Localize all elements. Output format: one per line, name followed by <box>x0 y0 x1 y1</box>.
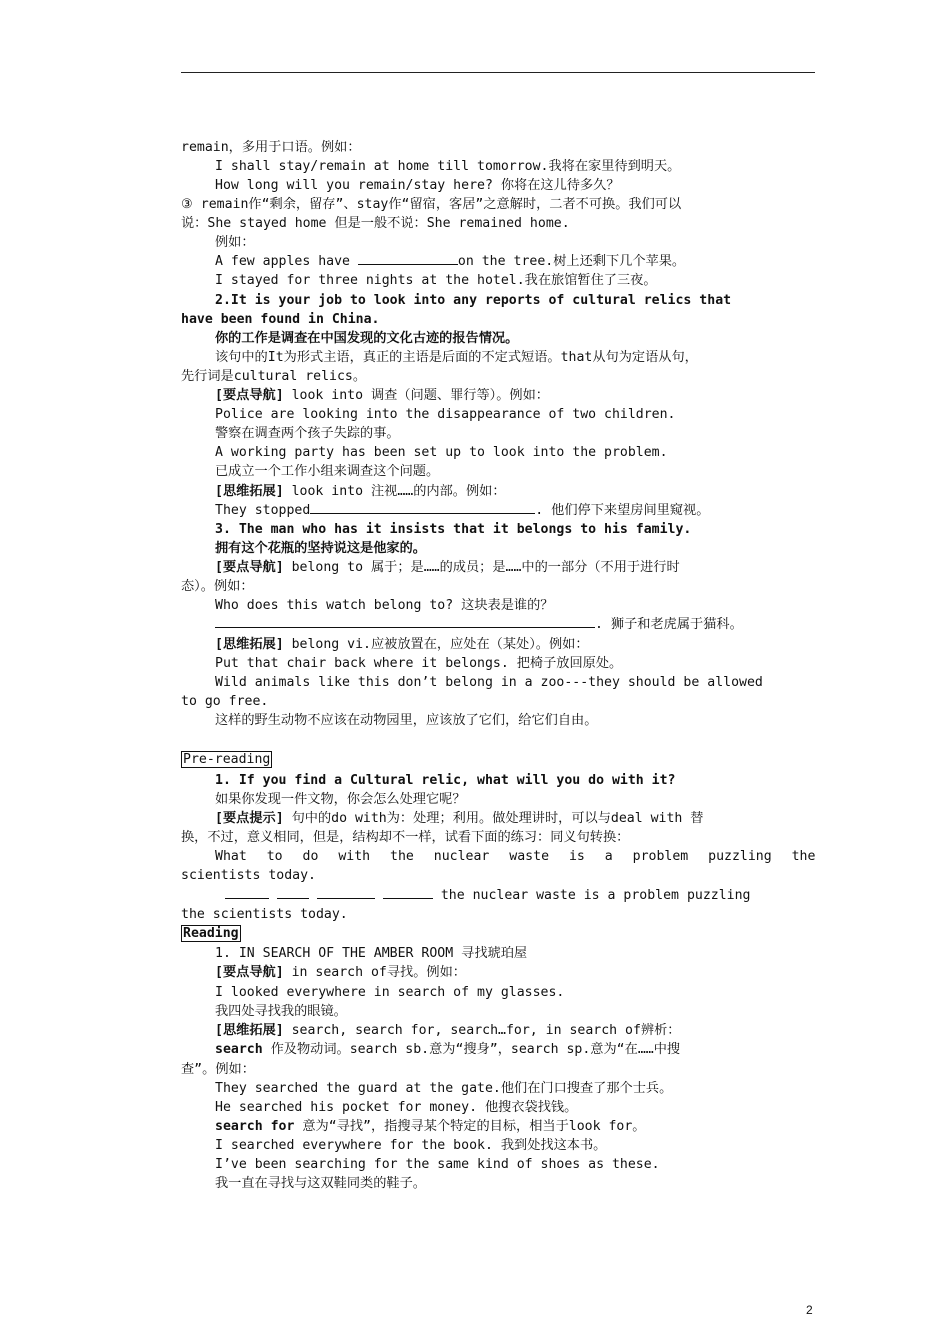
label: search for <box>215 1119 295 1134</box>
answer-blank <box>317 886 375 899</box>
sentence-heading: 1. IN SEARCH OF THE AMBER ROOM 寻找琥珀屋 <box>215 946 528 961</box>
answer-blank <box>358 252 458 265</box>
example-line: A working party has been set up to look into the problem. <box>215 445 668 460</box>
example-line: 警察在调查两个孩子失踪的事。 <box>215 426 400 441</box>
blank-suffix: . 狮子和老虎属于猫科。 <box>595 617 743 632</box>
text-line: 换，不过，意义相同，但是，结构却不一样，试看下面的练习：同义句转换： <box>181 830 630 845</box>
section-title-reading <box>181 924 815 943</box>
key-point-line <box>215 482 815 501</box>
text-line: 态）。例如： <box>181 579 254 594</box>
section-title-pre-reading <box>181 750 815 769</box>
page-number: 2 <box>806 1303 813 1317</box>
example-line: Put that chair back where it belongs. 把椅子放回原处。 <box>215 656 623 671</box>
key-point-line <box>215 1040 815 1059</box>
text-line: 例如： <box>215 235 255 250</box>
label: search <box>215 1042 263 1057</box>
label: [思维拓展] <box>215 1023 284 1038</box>
key-point-line <box>215 386 815 405</box>
label: [思维拓展] <box>215 637 284 652</box>
answer-blank <box>310 501 535 514</box>
label: [要点导航] <box>215 560 284 575</box>
text-line: scientists today. <box>181 868 316 883</box>
example-line: I searched everywhere for the book. 我到处找这本书。 <box>215 1138 607 1153</box>
example-line: What to do with the nuclear waste is a problem puzzling the <box>215 849 815 864</box>
sentence-heading: have been found in China. <box>181 312 380 327</box>
example-line: They searched the guard at the gate.他们在门口搜查了那个士兵。 <box>215 1081 673 1096</box>
label: [要点提示] <box>215 811 284 826</box>
label-text: belong to 属于；是……的成员；是……中的一部分（不用于进行时 <box>283 560 680 575</box>
example-line: 这样的野生动物不应该在动物园里，应该放了它们，给它们自由。 <box>215 713 598 728</box>
example-line: I shall stay/remain at home till tomorrow.我将在家里待到明天。 <box>215 159 681 174</box>
text-line: to go free. <box>181 694 269 709</box>
sentence-heading: 1. If you find a Cultural relic, what will you do with it? <box>215 773 676 788</box>
key-point-line <box>215 963 815 982</box>
label: [要点导航] <box>215 388 284 403</box>
text-line: remain，多用于口语。例如： <box>181 140 361 155</box>
example-line: I’ve been searching for the same kind of shoes as these. <box>215 1157 660 1172</box>
key-point-line <box>215 635 815 654</box>
answer-blank <box>383 886 433 899</box>
example-line: He searched his pocket for money. 他搜衣袋找钱。 <box>215 1100 578 1115</box>
text-line: the scientists today. <box>181 907 348 922</box>
label-text: 作及物动词。search sb.意为“搜身”，search sp.意为“在……中搜 <box>262 1042 681 1057</box>
sentence-translation: 如果你发现一件文物，你会怎么处理它呢？ <box>215 792 466 807</box>
section-box: Reading <box>183 926 239 941</box>
text-line: ③ remain作“剩余，留存”、stay作“留宿，客居”之意解时，二者不可换。我们可以 <box>181 197 682 212</box>
label-text: belong vi.应被放置在，应处在（某处）。例如： <box>283 637 589 652</box>
example-line: I stayed for three nights at the hotel.我在旅馆暂住了三夜。 <box>215 273 657 288</box>
blank-prefix: A few apples have <box>215 254 358 269</box>
fill-blank-line <box>215 252 815 271</box>
text-line: 该句中的It为形式主语，真正的主语是后面的不定式短语。that从句为定语从句， <box>215 350 698 365</box>
header-rule <box>181 72 815 73</box>
key-point-line <box>215 558 815 577</box>
label-text: 句中的do with为：处理；利用。做处理讲时，可以与deal with 替 <box>283 811 704 826</box>
text-line: 查”。例如： <box>181 1062 255 1077</box>
example-line: I looked everywhere in search of my glasses. <box>215 985 565 1000</box>
label-text: search, search for, search…for, in search of辨析： <box>283 1023 681 1038</box>
section-box: Pre-reading <box>183 752 271 767</box>
blank-suffix: the nuclear waste is a problem puzzling <box>440 888 751 903</box>
key-point-line <box>215 1021 815 1040</box>
label-text: in search of寻找。例如： <box>283 965 466 980</box>
key-point-line <box>215 809 815 828</box>
example-line: 已成立一个工作小组来调查这个问题。 <box>215 464 440 479</box>
sentence-translation: 你的工作是调查在中国发现的文化古迹的报告情况。 <box>215 331 519 346</box>
key-point-line <box>215 1117 815 1136</box>
blank-suffix: . 他们停下来望房间里窥视。 <box>535 503 710 518</box>
example-line: 我一直在寻找与这双鞋同类的鞋子。 <box>215 1176 426 1191</box>
sentence-translation: 拥有这个花瓶的坚持说这是他家的。 <box>215 541 426 556</box>
label-text: 意为“寻找”，指搜寻某个特定的目标，相当于look for。 <box>294 1119 646 1134</box>
example-line: 我四处寻找我的眼镜。 <box>215 1004 347 1019</box>
text-line: 说：She stayed home 但是一般不说：She remained home. <box>181 216 570 231</box>
example-line: How long will you remain/stay here? 你将在这儿待多久？ <box>215 178 620 193</box>
label-text: look into 调查（问题、罪行等）。例如： <box>283 388 549 403</box>
answer-blank <box>215 615 595 628</box>
blank-prefix: They stopped <box>215 503 311 518</box>
sentence-heading: 2.It is your job to look into any reports of cultural relics that <box>215 293 732 308</box>
blank-suffix: on the tree.树上还剩下几个苹果。 <box>457 254 686 269</box>
label: [要点导航] <box>215 965 284 980</box>
label: [思维拓展] <box>215 484 284 499</box>
example-line: Wild animals like this don’t belong in a zoo---they should be allowed <box>215 675 763 690</box>
text-line: 先行词是cultural relics。 <box>181 369 367 384</box>
fill-blank-line <box>215 501 815 520</box>
example-line: Who does this watch belong to? 这块表是谁的？ <box>215 598 554 613</box>
fill-blank-line <box>215 615 815 634</box>
sentence-heading: 3. The man who has it insists that it belongs to his family. <box>215 522 692 537</box>
label-text: look into 注视……的内部。例如： <box>283 484 506 499</box>
example-line: Police are looking into the disappearance of two children. <box>215 407 676 422</box>
fill-blank-line <box>215 886 815 905</box>
answer-blank <box>277 886 309 899</box>
answer-blank <box>225 886 269 899</box>
